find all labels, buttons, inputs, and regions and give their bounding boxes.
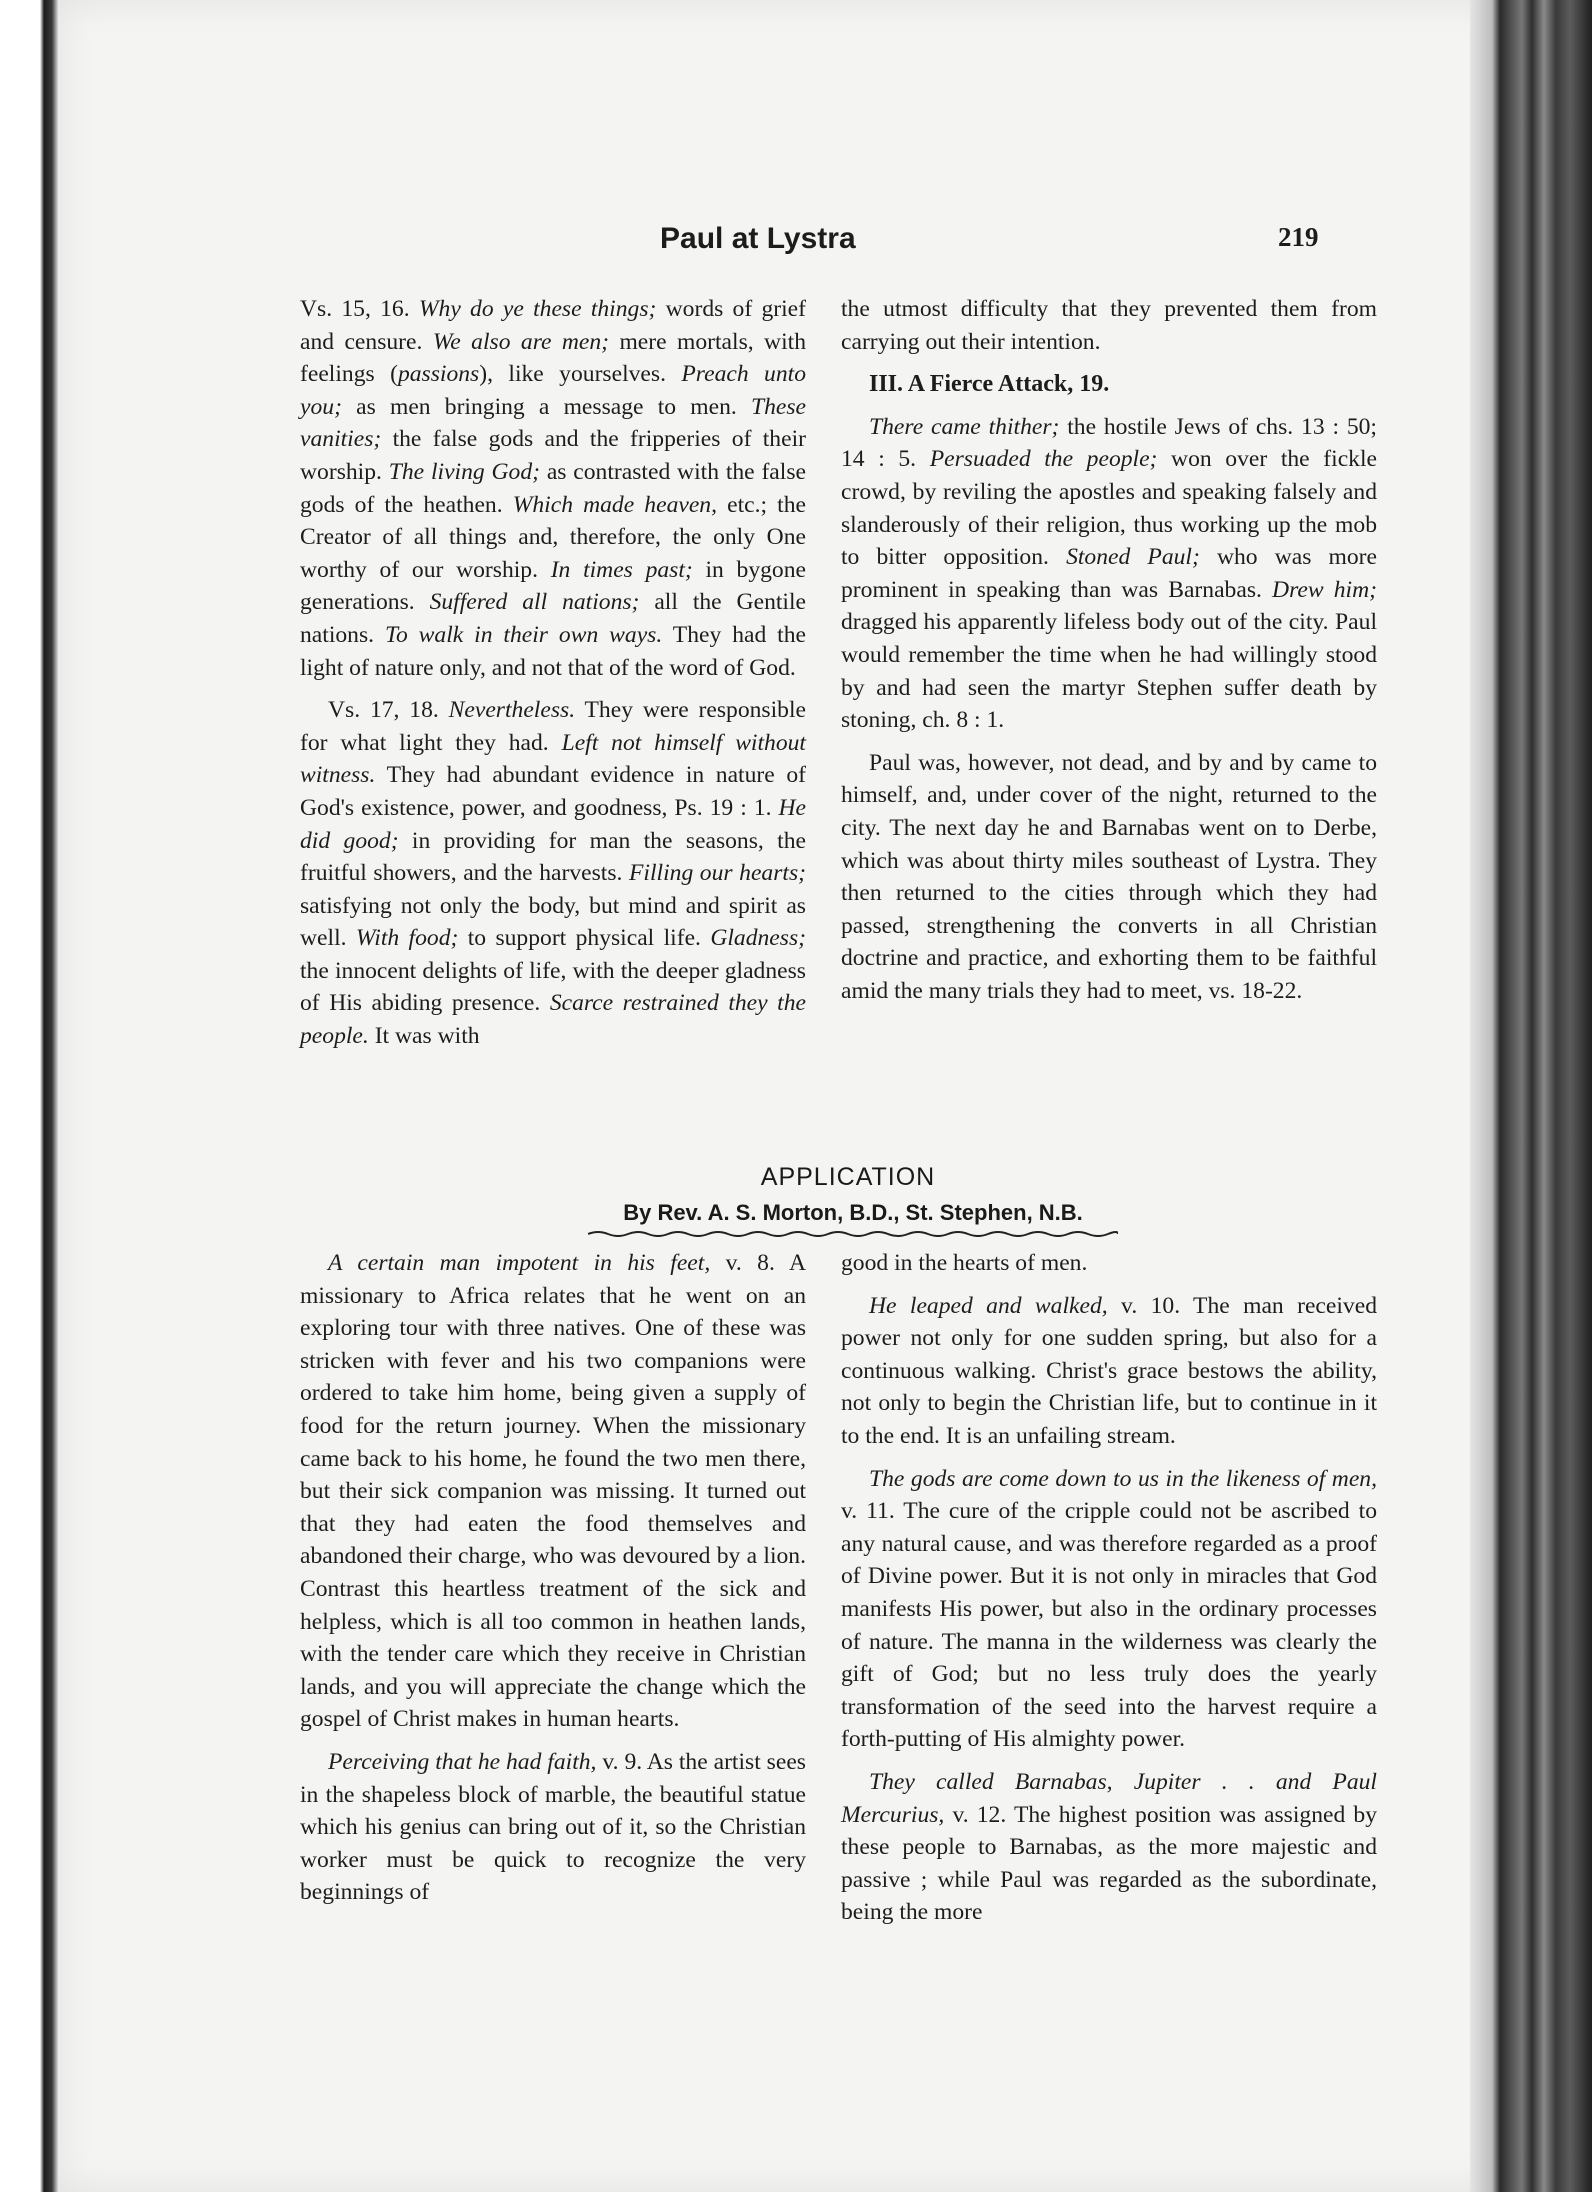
- left-binding-edge: [0, 0, 58, 2192]
- paragraph: He leaped and walked, v. 10. The man received power not only for one sudden spring, but also for a continuous walking. Christ's grace bestows the ability, not only to begin the Christian life, but to continue in it to the end. It is an unfailing stream.: [841, 1292, 1378, 1449]
- italic-phrase: There came thither;: [869, 413, 1060, 440]
- italic-phrase: In times past;: [550, 556, 693, 583]
- page-number: 219: [1278, 222, 1319, 252]
- right-page-stack-edge: [1470, 0, 1592, 2192]
- italic-phrase: Persuaded the people;: [929, 446, 1158, 473]
- paragraph: A certain man impotent in his feet, v. 8. A missionary to Africa relates that he went on an exploring tour with three natives. One of these was stricken with fever and his two companions were ordered to take him home, being given a supply of food for the return journey. When the missionary came back to his home, he found the two men there, but their sick companion was missing. It turned out that they had eaten the food themselves and abandoned their charge, who was devoured by a lion. Contrast this heartless treatment of the sick and helpless, which is all too common in heathen lands, with the tender care which they receive in Christian lands, and you will appreciate the change which the gospel of Christ makes in human hearts.: [300, 1250, 806, 1733]
- italic-phrase: Drew him;: [1272, 576, 1377, 603]
- paragraph: Vs. 15, 16. Why do ye these things; words of grief and censure. We also are men; mere mortals, with feelings (passions), like yourselves. Preach unto you; as men bringing a message to men. These vanities; the false gods and the fripperies of their worship. The living God; as contrasted with the false gods of the heathen. Which made heaven, etc.; the Creator of all things and, therefore, the only One worthy of our worship. In times past; in bygone generations. Suffered all nations; all the Gentile nations. To walk in their own ways. They had the light of nature only, and not that of the word of God.: [300, 296, 807, 681]
- column-bottom-left: [300, 1247, 806, 1919]
- paragraph: Perceiving that he had faith, v. 9. As the artist sees in the shapeless block of marble, the beautiful statue which his genius can bring out of it, so the Christian worker must be quick to recognize the very beginnings of: [300, 1748, 806, 1906]
- italic-phrase: With food;: [355, 925, 459, 952]
- application-byline: By Rev. A. S. Morton, B.D., St. Stephen, N.B.: [623, 1200, 1083, 1225]
- italic-phrase: Stoned Paul;: [1066, 544, 1200, 571]
- paragraph: They called Barnabas, Jupiter . . and Paul Mercurius, v. 12. The highest position was assigned by these people to Barnabas, as the more majestic and passive ; while Paul was regarded as the subordinate, being the more: [841, 1768, 1377, 1926]
- italic-phrase: A certain man impotent in his feet,: [328, 1250, 711, 1276]
- italic-phrase: Gladness;: [710, 925, 806, 952]
- italic-phrase: He did good;: [300, 794, 806, 854]
- paragraph: the utmost difficulty that they prevented them from carrying out their intention.: [841, 296, 1377, 355]
- italic-phrase: Filling our hearts;: [629, 860, 806, 887]
- italic-phrase: These vanities;: [300, 393, 806, 453]
- italic-phrase: He leaped and walked,: [869, 1292, 1108, 1319]
- running-title: Paul at Lystra: [660, 222, 856, 255]
- section-heading: III. A Fierce Attack, 19.: [869, 371, 1110, 398]
- italic-phrase: To walk in their own ways.: [384, 621, 663, 648]
- italic-phrase: passions: [397, 361, 480, 388]
- italic-phrase: Perceiving that he had faith,: [328, 1748, 597, 1775]
- paragraph: Paul was, however, not dead, and by and by came to himself, and, under cover of the night, returned to the city. The next day he and Barnabas went on to Derbe, which was about thirty miles southeast of Lystra. They then returned to the cities through which they had passed, strengthening the converts in all Christian doctrine and practice, and exhorting them to be faithful amid the many trials they had to meet, vs. 18-22.: [841, 749, 1377, 1004]
- byline-wavy-underline: [588, 1230, 1118, 1238]
- italic-phrase: Suffered all nations;: [429, 589, 640, 616]
- paragraph: There came thither; the hostile Jews of chs. 13 : 50; 14 : 5. Persuaded the people; won over the fickle crowd, by reviling the apostles and speaking falsely and slanderously of their religion, thus working up the mob to bitter opposition. Stoned Paul; who was more prominent in speaking than was Barnabas. Drew him; dragged his apparently lifeless body out of the city. Paul would remember the time when he had willingly stood by and had seen the martyr Stephen suffer death by stoning, ch. 8 : 1.: [841, 413, 1378, 734]
- paragraph: good in the hearts of men.: [841, 1250, 1088, 1276]
- italic-phrase: Left not himself without witness.: [300, 729, 806, 789]
- italic-phrase: Why do ye these things;: [418, 296, 657, 322]
- italic-phrase: We also are men;: [432, 328, 610, 355]
- column-bottom-right: [841, 1247, 1377, 1939]
- book-page: [58, 0, 1506, 2192]
- italic-phrase: The living God;: [388, 458, 540, 485]
- italic-phrase: They called Barnabas, Jupiter . . and Paul Mercurius,: [841, 1768, 1377, 1828]
- italic-phrase: The gods are come down to us in the likeness of men,: [869, 1465, 1377, 1492]
- italic-phrase: Nevertheless.: [448, 697, 576, 724]
- italic-phrase: Which made heaven,: [512, 491, 718, 518]
- italic-phrase: Preach unto you;: [300, 361, 806, 420]
- paragraph: Vs. 17, 18. Nevertheless. They were responsible for what light they had. Left not himself without witness. They had abundant evidence in nature of God's existence, power, and goodness, Ps. 19 : 1. He did good; in providing for man the seasons, the fruitful showers, and the harvests. Filling our hearts; satisfying not only the body, but mind and spirit as well. With food; to support physical life. Gladness; the innocent delights of life, with the deeper gladness of His abiding presence. Scarce restrained they the people. It was with: [300, 697, 807, 1050]
- paragraph: The gods are come down to us in the likeness of men, v. 11. The cure of the cripple could not be ascribed to any natural cause, and was therefore regarded as a proof of Divine power. But it is not only in miracles that God manifests His power, but also in the ordinary processes of nature. The manna in the wilderness was clearly the gift of God; but no less truly does the yearly transformation of the seed into the harvest require a forth-putting of His almighty power.: [841, 1465, 1377, 1753]
- application-title: APPLICATION: [760, 1163, 936, 1191]
- italic-phrase: Scarce restrained they the people.: [300, 990, 807, 1050]
- column-top-left: [300, 293, 806, 1063]
- column-top-right: [841, 293, 1377, 1017]
